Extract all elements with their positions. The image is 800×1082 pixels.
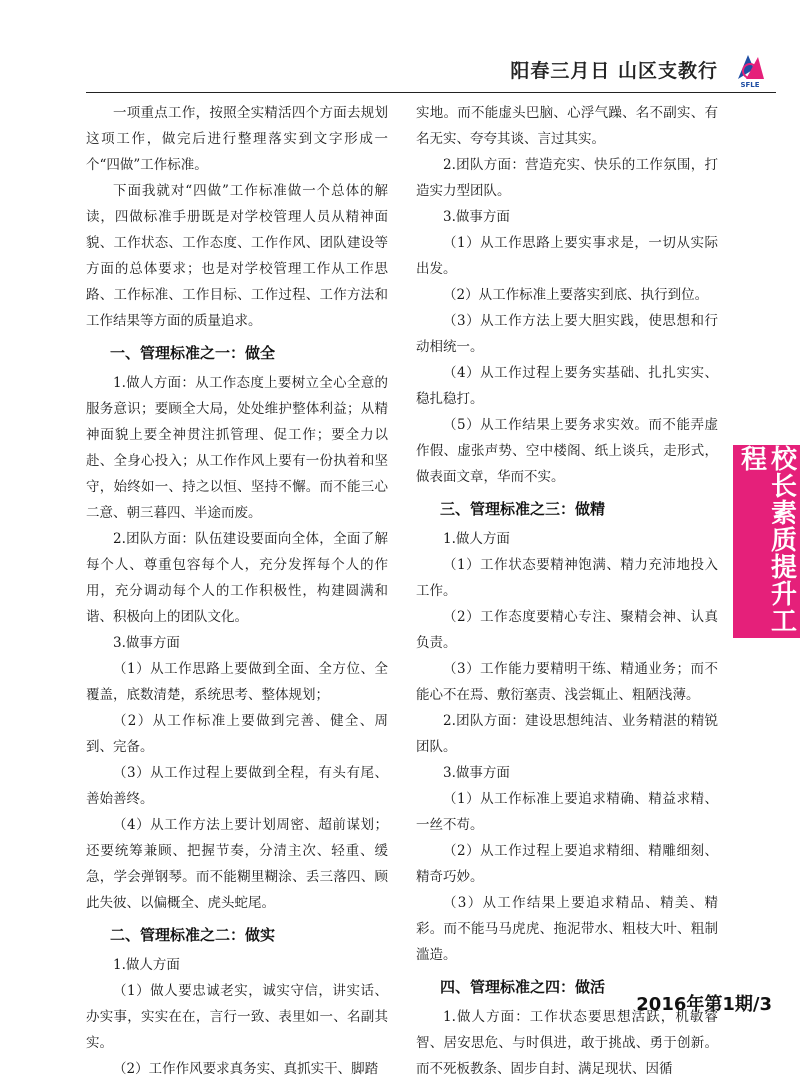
body-paragraph: 实地。而不能虚头巴脑、心浮气躁、名不副实、有名无实、夸夸其谈、言过其实。 — [416, 105, 718, 147]
body-paragraph: （1）从工作思路上要实事求是，一切从实际出发。 — [416, 235, 718, 277]
left-column — [86, 100, 388, 1082]
body-paragraph: （3）工作能力要精明干练、精通业务；而不能心不在焉、敷衍塞责、浅尝辄止、粗陋浅薄。 — [416, 661, 718, 703]
body-paragraph: 下面我就对“四做”工作标准做一个总体的解读，四做标准手册既是对学校管理人员从精神面貌、工作状态、工作态度、工作作风、团队建设等方面的总体要求；也是对学校管理工作从工作思路、工作标准、工作目标、工作过程、工作方法和工作结果等方面的质量追求。 — [86, 183, 388, 329]
body-paragraph: （2）工作作风要求真务实、真抓实干、脚踏 — [113, 1061, 379, 1077]
page-header — [510, 48, 770, 90]
section-heading: 一、管理标准之一：做全 — [110, 344, 276, 362]
body-paragraph: （3）从工作过程上要做到全程，有头有尾、善始善终。 — [86, 765, 388, 807]
sfle-logo-icon — [730, 49, 770, 89]
body-paragraph: 3.做事方面 — [113, 635, 180, 651]
side-tab: 校长素质提升工程 — [733, 445, 800, 638]
section-heading: 四、管理标准之四：做活 — [440, 978, 606, 996]
body-paragraph: （1）工作状态要精神饱满、精力充沛地投入工作。 — [416, 557, 718, 599]
body-paragraph: 一项重点工作，按照全实精活四个方面去规划这项工作，做完后进行整理落实到文字形成一个“四做”工作标准。 — [86, 105, 388, 173]
right-column — [416, 100, 718, 1082]
body-paragraph: 1.做人方面：从工作态度上要树立全心全意的服务意识；要顾全大局，处处维护整体利益；从精神面貌上要全神贯注抓管理、促工作；要全力以赴、全身心投入；从工作作风上要有一份执着和坚守，始终如一、持之以恒、坚持不懈。而不能三心二意、朝三暮四、半途而废。 — [86, 375, 388, 521]
body-paragraph: （1）做人要忠诚老实，诚实守信，讲实话、办实事，实实在在，言行一致、表里如一、名副其实。 — [86, 983, 388, 1051]
section-heading: 三、管理标准之三：做精 — [440, 500, 606, 518]
body-paragraph: （2）从工作过程上要追求精细、精雕细刻、精奇巧妙。 — [416, 843, 718, 885]
body-paragraph: 3.做事方面 — [443, 209, 510, 225]
body-paragraph: （4）从工作过程上要务实基础、扎扎实实、稳扎稳打。 — [416, 365, 718, 407]
body-paragraph: 2.团队方面：营造充实、快乐的工作氛围，打造实力型团队。 — [416, 157, 718, 199]
body-paragraph: （1）从工作标准上要追求精确、精益求精、一丝不苟。 — [416, 791, 718, 833]
body-paragraph: （2）工作态度要精心专注、聚精会神、认真负责。 — [416, 609, 718, 651]
page-footer: 2016年第1期/3 — [636, 994, 772, 1015]
body-paragraph: 1.做人方面 — [443, 531, 510, 547]
body-paragraph: （2）从工作标准上要落实到底、执行到位。 — [443, 287, 709, 303]
body-paragraph: （5）从工作结果上要务求实效。而不能弄虚作假、虚张声势、空中楼阁、纸上谈兵，走形式，做表面文章，华而不实。 — [416, 417, 718, 485]
body-paragraph: （3）从工作方法上要大胆实践，使思想和行动相统一。 — [416, 313, 718, 355]
body-paragraph: 1.做人方面：工作状态要思想活跃，机敏睿智、居安思危、与时俱进，敢于挑战、勇于创新。而不死板教条、固步自封、满足现状、因循 — [416, 1009, 718, 1077]
body-paragraph: 1.做人方面 — [113, 957, 180, 973]
header-title: 阳春三月日 山区支教行 — [510, 59, 718, 82]
body-paragraph: （4）从工作方法上要计划周密、超前谋划；还要统筹兼顾、把握节奏，分清主次、轻重、缓急，学会弹钢琴。而不能糊里糊涂、丢三落四、顾此失彼、以偏概全、虎头蛇尾。 — [86, 817, 388, 911]
body-paragraph: （1）从工作思路上要做到全面、全方位、全覆盖，底数清楚，系统思考、整体规划； — [86, 661, 388, 703]
body-paragraph: （2）从工作标准上要做到完善、健全、周到、完备。 — [86, 713, 388, 755]
body-paragraph: 2.团队方面：建设思想纯洁、业务精湛的精锐团队。 — [416, 713, 718, 755]
body-paragraph: （3）从工作结果上要追求精品、精美、精彩。而不能马马虎虎、拖泥带水、粗枝大叶、粗制滥造。 — [416, 895, 718, 963]
header-rule — [86, 92, 776, 93]
section-heading: 二、管理标准之二：做实 — [110, 926, 276, 944]
body-paragraph: 3.做事方面 — [443, 765, 510, 781]
logo-text: SFLE — [740, 81, 760, 89]
body-paragraph: 2.团队方面：队伍建设要面向全体，全面了解每个人、尊重包容每个人，充分发挥每个人的作用，充分调动每个人的工作积极性，构建圆满和谐、积极向上的团队文化。 — [86, 531, 388, 625]
